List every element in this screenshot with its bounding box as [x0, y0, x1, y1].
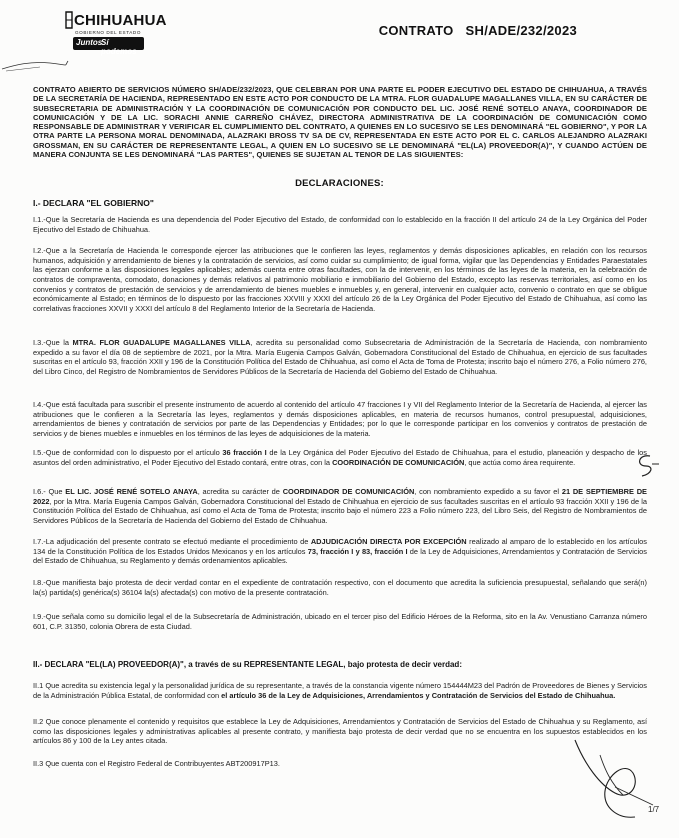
p16-mid-1: , acredita su carácter de [197, 487, 283, 496]
contract-number: SH/ADE/232/2023 [465, 23, 577, 38]
p16-mid-2: , con nombramiento expedido a su favor el [414, 487, 562, 496]
logo-badge [73, 37, 144, 56]
paragraph-1-3 [33, 338, 647, 377]
section-2-title: II.- DECLARA "EL(LA) PROVEEDOR(A)", a través de su REPRESENTANTE LEGAL, bajo protesta de decir verdad: [33, 660, 462, 669]
p15-bold-2: COORDINACIÓN DE COMUNICACIÓN [332, 457, 465, 467]
government-logo [64, 10, 167, 60]
p15-bold-1: 36 fracción I [222, 448, 267, 457]
paragraph-1-9: I.9.-Que señala como su domicilio legal el de la Subsecretaría de Administración, ubicado en el tercer piso del Edificio Héroes de la Reforma, sito en la Av. Venustiano Carranza número 601, C.P. 31350, colonia Obrera de esta Ciudad. [33, 612, 647, 631]
p13-name: MTRA. FLOR GUADALUPE MAGALLANES VILLA [72, 338, 251, 347]
logo-badge-left: Juntos [76, 38, 103, 47]
section-1-title: I.- DECLARA "EL GOBIERNO" [33, 198, 154, 208]
paragraph-1-2: I.2.-Que a la Secretaría de Hacienda le corresponde ejercer las atribuciones que le confieren las leyes, reglamentos y demás disposiciones aplicables, en relación con los recursos humanos, adquisición y arrendamiento de bienes y la contratación de servicios, así como cuidar su cumplimiento; de igual forma, vigilar que las Dependencias y Entidades Paraestatales las ejerzan conforme a las disposiciones legales aplicables; además cuenta entre otras facultades, con la de intervenir, en los términos de las leyes de la materia, en la celebración de contratos de compraventa, comodato, donaciones y demás relativos al patrimonio mobiliario e inmobiliario del Gobierno del Estado, excepto las reservas territoriales, así como en los convenios y contratos de prestación de servicios y de arrendamiento de bienes muebles e inmuebles y, en general, intervenir en cualquier acto, convenio o contrato en que se obligue económicamente al Estado; en términos de lo dispuesto por las fracciones XXVIII y XXXI del artículo 26 de la Ley Orgánica del Poder Ejecutivo del Estado de Chihuahua, así como las correlativas fracciones XXVII y XXXI del artículo 8 del Reglamento Interior de la Secretaría de Hacienda. [33, 246, 647, 313]
paragraph-1-6 [33, 487, 647, 526]
paragraph-1-7 [33, 537, 647, 566]
p13-lead: I.3.-Que la [33, 338, 73, 347]
page-marker: 1/7 [648, 805, 660, 814]
paragraph-2-2: II.2 Que conoce plenamente el contenido y requisitos que establece la Ley de Adquisiciones, Arrendamientos y Contratación de Servicios del Estado de Chihuahua y su Reglamento, así como las disposiciones legales y administrativas aplicables al presente contrato, y manifiesta bajo protesta de decir verdad que no se encuentra en los supuestos establecidos en los artículos 86 y 100 de la Ley antes citada. [33, 717, 647, 746]
p21-bold: el artículo 36 de la Ley de Adquisiciones, Arrendamientos y Contratación de Servicios del Estado de Chihuahua. [221, 690, 616, 700]
p16-lead: I.6.- Que [33, 487, 66, 496]
contract-intro: CONTRATO ABIERTO DE SERVICIOS NÚMERO SH/ADE/232/2023, QUE CELEBRAN POR UNA PARTE EL PODER EJECUTIVO DEL ESTADO DE CHIHUAHUA, A TRAVÉS DE LA SECRETARÍA DE HACIENDA, REPRESENTADO EN ESTE ACTO POR CONDUCTO DE LA MTRA. FLOR GUADALUPE MAGALLANES VILLA, EN SU CARÁCTER DE SUBSECRETARIA DE ADMINISTRACIÓN Y LA COORDINACIÓN DE COMUNICACIÓN POR CONDUCTO DEL LIC. JOSÉ RENÉ SOTELO ANAYA, COORDINADOR DE COMUNICACIÓN Y DE LA LIC. SORACHI ANNIE CARREÑO CHÁVEZ, DIRECTORA ADMINISTRATIVA DE LA COORDINACIÓN DE COMUNICACIÓN COMO RESPONSABLE DE ADMINISTRAR Y VERIFICAR EL CUMPLIMIENTO DEL CONTRATO, A QUIENES EN LO SUCESIVO SE LES DENOMINARÁ "EL GOBIERNO", Y POR LA OTRA PARTE LA PERSONA MORAL DENOMINADA, ALAZRAKI BROSS TV SA DE CV, REPRESENTADA EN ESTE ACTO POR EL C. CARLOS ALEJANDRO ALAZRAKI GROSSMAN, EN SU CARÁCTER DE REPRESENTANTE LEGAL, A QUIEN EN LO SUCESIVO SE LE DENOMINARÁ "EL(LA) PROVEEDOR(A)", Y CUANDO ACTÚEN DE MANERA CONJUNTA SE LES DENOMINARÁ "LAS PARTES", QUIENES SE SUJETAN AL TENOR DE LAS SIGUIENTES: [33, 85, 647, 159]
p15-lead: I.5.-Que de conformidad con lo dispuesto por el artículo [33, 448, 223, 457]
handwritten-mark-icon [0, 55, 70, 75]
p17-bold-2: 73, fracción I y 83, fracción I [307, 546, 408, 556]
state-emblem-icon [64, 10, 74, 30]
margin-initials-icon [632, 452, 662, 480]
p17-mid: realizado al amparo de lo establecido en los artículos 134 de la Constitución Política de los Estados Unidos Mexicanos y en los artículos [33, 537, 647, 556]
p16-rest: , por la Mtra. María Eugenia Campos Galván, Gobernadora Constitucional del Estado de Chihuahua en ejercicio de sus facultades suscritas en el artículo 93 fracción XXII y 196 de la Constitución Política del Estado de Chihuahua, así como el Acta de Toma de Protesta; inscrito bajo el número 223 a Folio número 223, del Libro Seis, del Registro de Nombramientos de Servidores Públicos de la Secretaría de Hacienda del Gobierno del Estado de Chihuahua. [33, 496, 647, 525]
logo-wordmark: CHIHUAHUA [74, 12, 167, 29]
p13-rest: , acredita su personalidad como Subsecretaria de Administración de la Secretaría de Hacienda, con nombramiento expedido a su favor el día 08 de septiembre de 2021, por la Mtra. María Eugenia Campos Galván, Gobernadora Constitucional del Estado de Chihuahua, en ejercicio de sus facultades suscritas en el artículo 93, fracción XXII y 196 de la Constitución Política del Estado de Chihuahua, así como el Acta de Toma de Protesta; inscrito bajo el número 276, a Folio número 276, del Libro Cinco, del Registro de Nombramientos de Servidores Públicos de la Secretaría de Hacienda del Gobierno del Estado de Chihuahua. [33, 338, 648, 376]
p17-bold-1: ADJUDICACIÓN DIRECTA POR EXCEPCIÓN [310, 537, 467, 546]
contract-label: CONTRATO [378, 23, 454, 38]
handwritten-signature-icon [545, 735, 665, 825]
contract-code [379, 23, 577, 38]
paragraph-1-4: I.4.-Que está facultada para suscribir el presente instrumento de acuerdo al contenido del artículo 47 fracciones I y VII del Reglamento Interior de la Secretaría de Hacienda, al ejercer las atribuciones que le confieren a la Secretaría las leyes, reglamentos y demás disposiciones aplicables, en materia de recursos humanos, control presupuestal, adquisiciones, arrendamientos de bienes y contratación de servicios por parte de las Dependencias y Entidades; por lo que le corresponde participar en los convenios y contratos de prestación de servicios y de bienes muebles e inmuebles en los términos de las leyes de adquisiciones de la materia. [33, 400, 647, 438]
paragraph-1-5 [33, 448, 647, 467]
p15-mid: de la Ley Orgánica del Poder Ejecutivo del Estado de Chihuahua, para el estudio, planeación y despacho de los asuntos del orden administrativo, el Poder Ejecutivo del Estado contará, entre otras, con la [33, 448, 647, 467]
paragraph-2-1 [33, 681, 647, 700]
p16-bold-1: EL LIC. JOSÉ RENÉ SOTELO ANAYA [65, 487, 198, 496]
p17-rest: de la Ley de Adquisiciones, Arrendamientos y Contratación de Servicios del Estado de Chihuahua, su Reglamento y demás ordenamientos aplicables. [33, 546, 647, 566]
p16-bold-3: 21 DE SEPTIEMBRE DE 2022 [33, 487, 647, 506]
paragraph-2-3: II.3 Que cuenta con el Registro Federal de Contribuyentes ABT200917P13. [33, 759, 280, 768]
p21-lead: II.1 Que acredita su existencia legal y la personalidad jurídica de su representante, a través de la constancia vigente número 154444M23 del Padrón de Proveedores de Bienes y Servicios de la Administración Pública Estatal, de conformidad con [33, 681, 647, 700]
p16-bold-2: COORDINADOR DE COMUNICACIÓN [282, 487, 415, 496]
declarations-heading: DECLARACIONES: [295, 178, 384, 189]
paragraph-1-8: I.8.-Que manifiesta bajo protesta de decir verdad contar en el expediente de contratación respectivo, con el documento que acredita la suficiencia presupuestal, señalando que será(n) la(s) partida(s) genérica(s) 36104 la(s) afectada(s) con motivo de la presente contratación. [33, 578, 647, 597]
logo-badge-right: Sí podemos [101, 38, 137, 56]
logo-subtitle: GOBIERNO DEL ESTADO [75, 30, 142, 35]
p17-lead: I.7.-La adjudicación del presente contrato se efectuó mediante el procedimiento de [33, 537, 311, 546]
p15-rest: , que actúa como área requirente. [464, 457, 576, 467]
paragraph-1-1: I.1.-Que la Secretaría de Hacienda es una dependencia del Poder Ejecutivo del Estado, de conformidad con lo establecido en la fracción II del artículo 24 de la Ley Orgánica del Poder Ejecutivo del Estado de Chihuahua. [33, 215, 647, 234]
